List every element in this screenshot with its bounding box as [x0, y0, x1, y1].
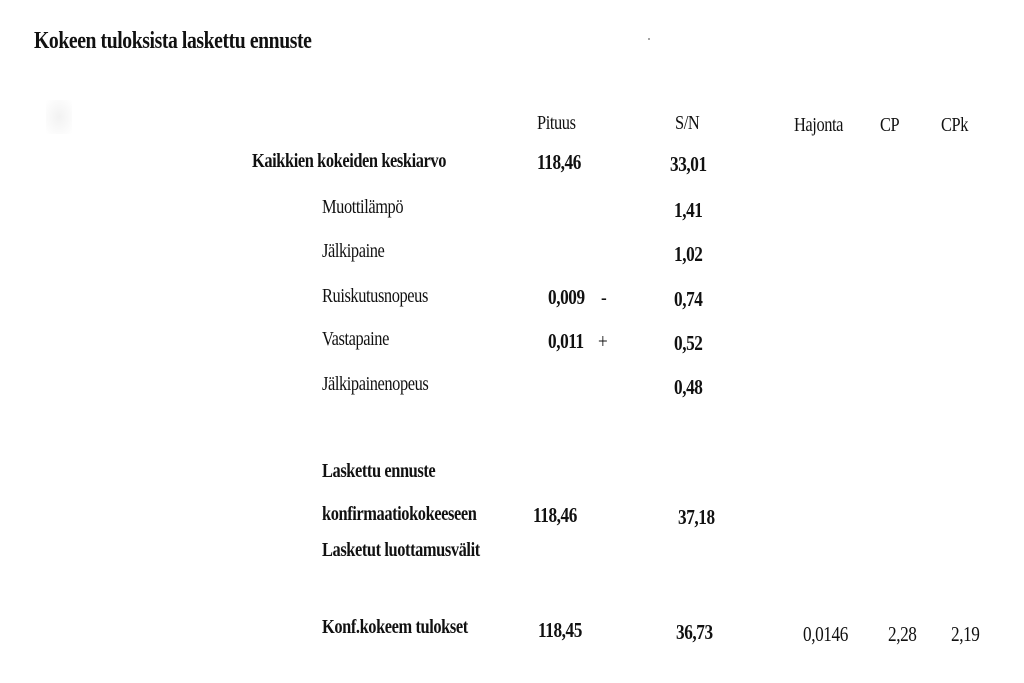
forecast-label-line2: konfirmaatiokokeeseen	[322, 503, 477, 525]
confirmation-hajonta: 0,0146	[803, 622, 848, 646]
forecast-label-line1: Laskettu ennuste	[322, 460, 436, 482]
confidence-intervals-label: Lasketut luottamusvälit	[322, 539, 480, 561]
factor-label: Ruiskutusnopeus	[322, 285, 428, 307]
header-cpk: CPk	[941, 114, 969, 136]
confirmation-pituus: 118,45	[538, 618, 582, 642]
factor-sn: 0,74	[674, 287, 703, 311]
factor-sn: 1,02	[674, 242, 703, 266]
overall-sn: 33,01	[670, 152, 707, 176]
factor-label: Vastapaine	[322, 328, 389, 350]
scan-speck	[648, 38, 650, 40]
factor-label: Muottilämpö	[322, 196, 404, 218]
factor-label: Jälkipainenopeus	[322, 373, 429, 395]
forecast-sn: 37,18	[678, 505, 715, 529]
factor-sign: -	[601, 285, 607, 309]
document-title: Kokeen tuloksista laskettu ennuste	[34, 28, 312, 54]
forecast-pituus: 118,46	[533, 503, 577, 527]
scan-smudge	[46, 100, 72, 134]
header-pituus: Pituus	[537, 112, 576, 134]
confirmation-cp: 2,28	[888, 622, 917, 646]
factor-label: Jälkipaine	[322, 240, 385, 262]
factor-sign: +	[598, 329, 608, 353]
factor-sn: 0,48	[674, 375, 703, 399]
confirmation-label: Konf.kokeem tulokset	[322, 616, 468, 638]
confirmation-cpk: 2,19	[951, 622, 980, 646]
overall-pituus: 118,46	[537, 150, 581, 174]
header-cp: CP	[880, 114, 900, 136]
header-hajonta: Hajonta	[794, 114, 844, 136]
factor-pituus: 0,009	[548, 285, 585, 309]
factor-pituus: 0,011	[548, 329, 584, 353]
header-sn: S/N	[675, 112, 700, 134]
factor-sn: 1,41	[674, 198, 703, 222]
overall-label: Kaikkien kokeiden keskiarvo	[252, 150, 446, 172]
factor-sn: 0,52	[674, 331, 703, 355]
confirmation-sn: 36,73	[676, 620, 713, 644]
